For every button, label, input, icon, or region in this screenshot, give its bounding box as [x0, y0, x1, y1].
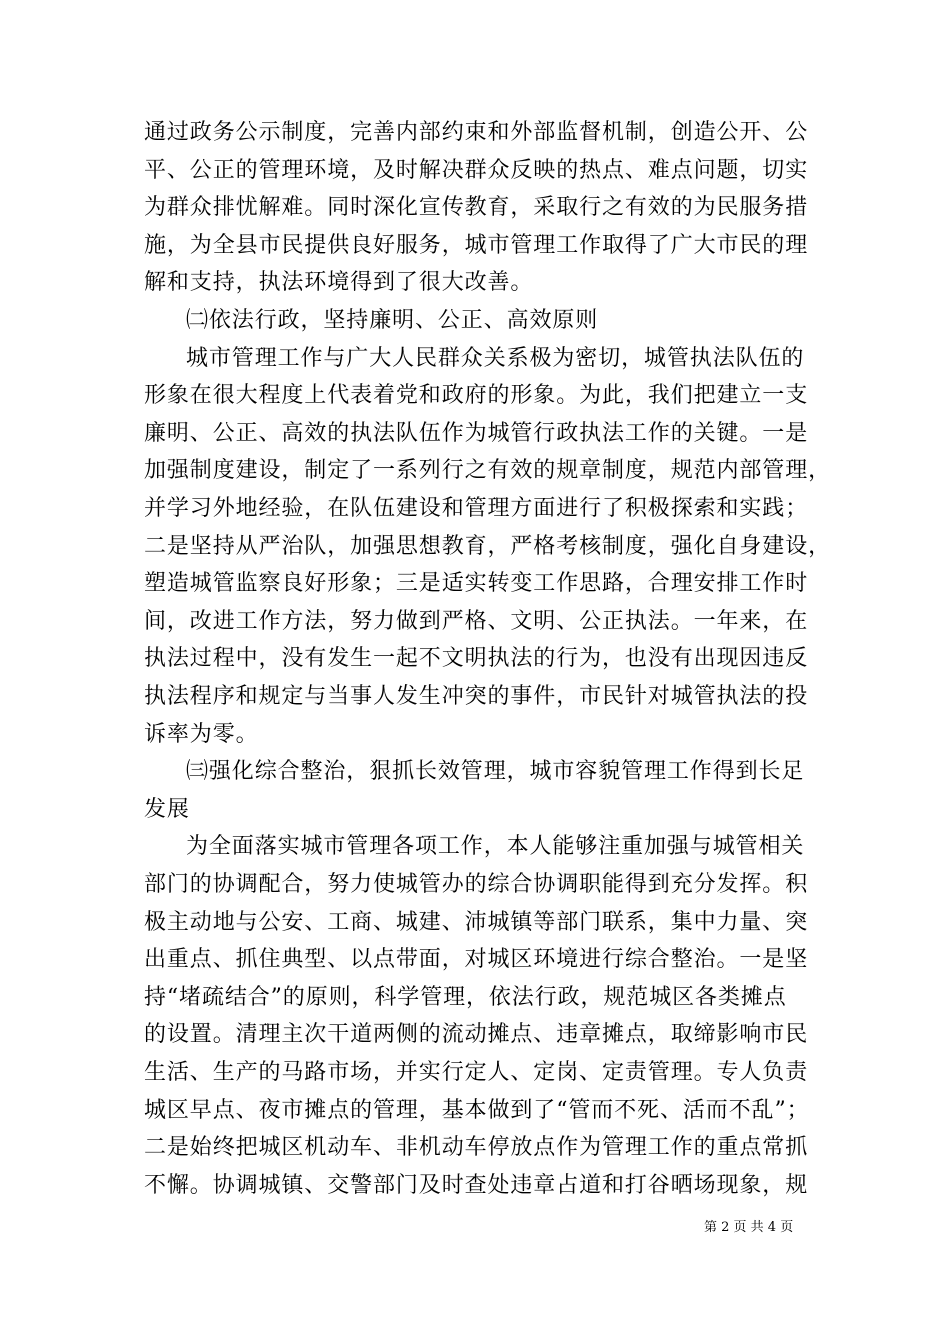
- section-heading-continued: 发展: [144, 796, 190, 822]
- text-line: 通过政务公示制度，完善内部约束和外部监督机制，创造公开、公: [144, 120, 809, 145]
- text-line: 并学习外地经验，在队伍建设和管理方面进行了积极探索和实践；: [144, 496, 809, 521]
- text-line: 二是坚持从严治队，加强思想教育，严格考核制度，强化自身建设，: [144, 533, 832, 559]
- text-line: 生活、生产的马路市场，并实行定人、定岗、定责管理。专人负责: [144, 1060, 809, 1085]
- text-line: 为群众排忧解难。同时深化宣传教育，采取行之有效的为民服务措: [144, 195, 809, 221]
- text-line: 间，改进工作方法，努力做到严格、文明、公正执法。一年来，在: [144, 608, 809, 634]
- text-line: 出重点、抓住典型、以点带面，对城区环境进行综合整治。一是坚: [144, 947, 809, 973]
- text-line: 解和支持，执法环境得到了很大改善。: [144, 270, 534, 296]
- section-heading: ㈢强化综合整治，狠抓长效管理，城市容貌管理工作得到长足: [186, 759, 805, 785]
- text-line: 城区早点、夜市摊点的管理，基本做到了“管而不死、活而不乱”；: [144, 1097, 810, 1123]
- text-line: 加强制度建设，制定了一系列行之有效的规章制度，规范内部管理，: [144, 458, 832, 484]
- paragraph-start: 为全面落实城市管理各项工作，本人能够注重加强与城管相关: [186, 834, 805, 860]
- text-line: 形象在很大程度上代表着党和政府的形象。为此，我们把建立一支: [144, 383, 809, 409]
- section-heading: ㈡依法行政，坚持廉明、公正、高效原则: [186, 308, 599, 333]
- text-line: 塑造城管监察良好形象；三是适实转变工作思路，合理安排工作时: [144, 571, 809, 597]
- text-line: 诉率为零。: [144, 721, 259, 747]
- page-number-footer: 第 2 页 共 4 页: [704, 1220, 794, 1235]
- text-line: 二是始终把城区机动车、非机动车停放点作为管理工作的重点常抓: [144, 1135, 809, 1161]
- text-line: 廉明、公正、高效的执法队伍作为城管行政执法工作的关键。一是: [144, 420, 809, 446]
- text-line: 极主动地与公安、工商、城建、沛城镇等部门联系，集中力量、突: [144, 909, 809, 935]
- text-line: 不懈。协调城镇、交警部门及时查处违章占道和打谷晒场现象，规: [144, 1172, 809, 1198]
- text-line: 的设置。清理主次干道两侧的流动摊点、违章摊点，取缔影响市民: [144, 1022, 809, 1048]
- paragraph-start: 城市管理工作与广大人民群众关系极为密切，城管执法队伍的: [186, 345, 805, 371]
- text-line: 平、公正的管理环境，及时解决群众反映的热点、难点问题，切实: [144, 157, 809, 183]
- text-line: 执法程序和规定与当事人发生冲突的事件，市民针对城管执法的投: [144, 684, 809, 709]
- text-line: 部门的协调配合，努力使城管办的综合协调职能得到充分发挥。积: [144, 872, 809, 897]
- text-line: 执法过程中，没有发生一起不文明执法的行为，也没有出现因违反: [144, 646, 809, 672]
- text-line: 持“堵疏结合”的原则，科学管理，依法行政，规范城区各类摊点: [144, 984, 787, 1010]
- text-line: 施，为全县市民提供良好服务，城市管理工作取得了广大市民的理: [144, 232, 809, 258]
